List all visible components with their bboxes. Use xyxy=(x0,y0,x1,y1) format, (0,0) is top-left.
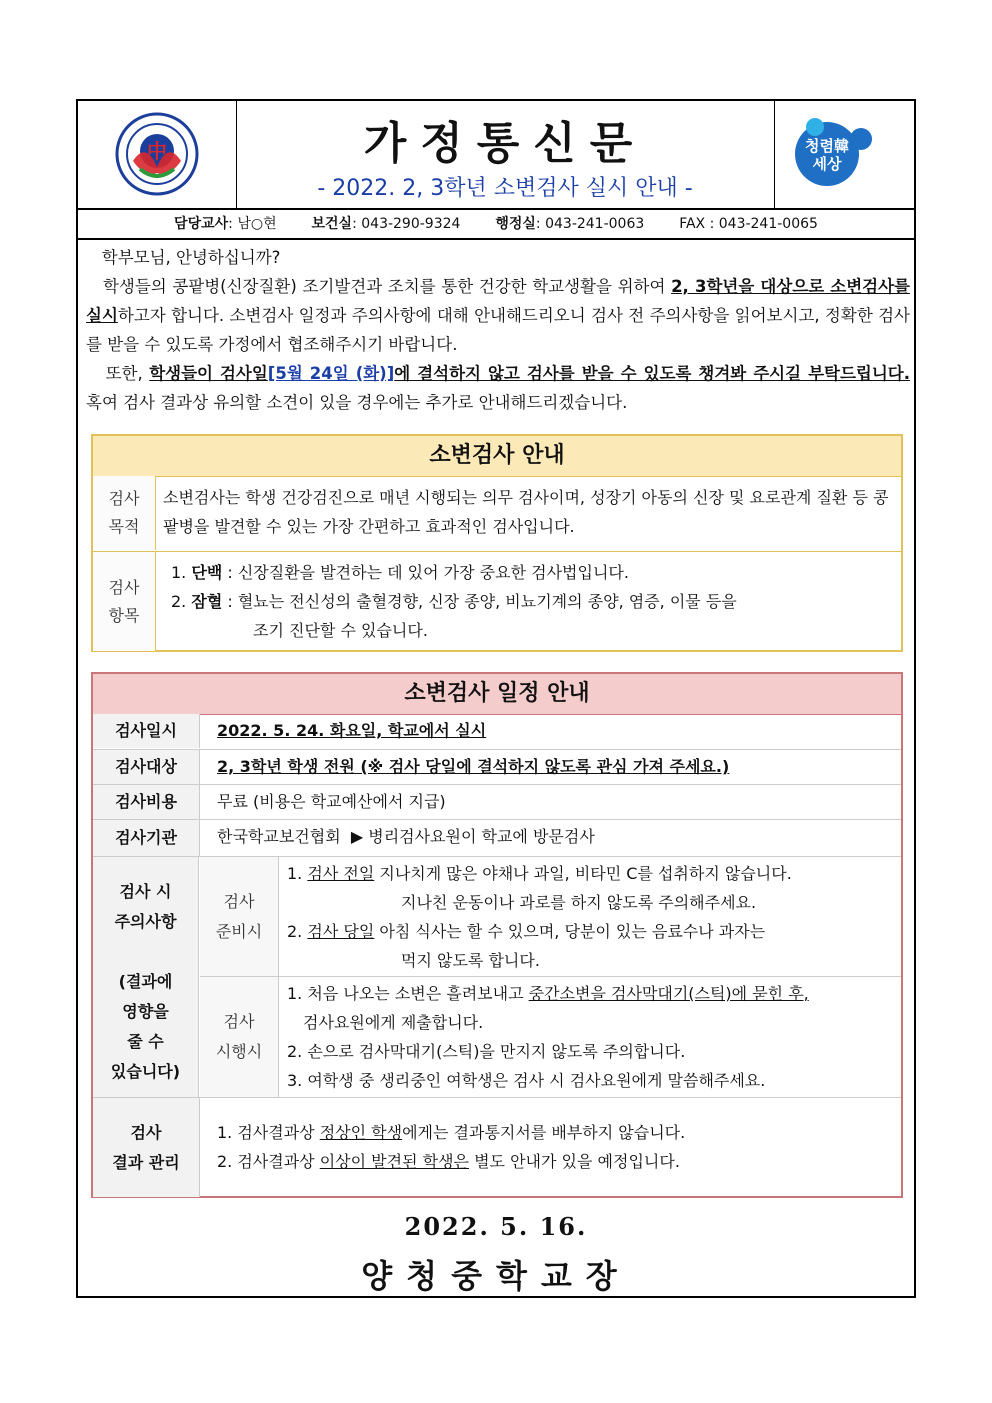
target-value: 2, 3학년 학생 전원 (※ 검사 당일에 결석하지 않도록 관심 가져 주세요.) xyxy=(217,757,730,776)
arrow-icon: ▶ xyxy=(350,827,364,846)
result-row xyxy=(93,1097,901,1197)
test-info-title: 소변검사 안내 xyxy=(93,436,901,477)
item-blood: 2. 잠혈 : 혈뇨는 전신성의 출혈경향, 신장 종양, 비뇨기계의 종양, 염증, 이물 등을 xyxy=(171,592,737,611)
items-label: 검사 항목 xyxy=(93,552,156,651)
cost-label: 검사비용 xyxy=(93,785,200,819)
caution-label: 검사 시 주의사항 (결과에 영향을 줄 수 있습니다) xyxy=(93,857,199,1097)
target-label: 검사대상 xyxy=(93,750,200,784)
svg-text:세상: 세상 xyxy=(812,155,842,173)
target-row xyxy=(93,749,901,784)
school-logo-icon xyxy=(78,101,236,208)
item-protein: 1. 단백 : 신장질환을 발견하는 데 있어 가장 중요한 검사법입니다. xyxy=(171,563,629,582)
teacher-label: 담당교사 xyxy=(174,216,229,232)
purpose-label: 검사 목적 xyxy=(93,476,156,550)
principal-signature: 양청중학교장 xyxy=(361,1257,631,1295)
integrity-logo-icon xyxy=(775,101,915,208)
result-list: 1. 검사결과상 정상인 학생에게는 결과통지서를 배부하지 않습니다. 2. 검사결과상 이상이 발견된 학생은 별도 안내가 있을 예정입니다. xyxy=(217,1123,686,1171)
prep-list: 1. 검사 전일 지나치게 많은 야채나 과일, 비타민 C를 섭취하지 않습니다. 지나친 운동이나 과로를 하지 않도록 주의해주세요. 2. 검사 당일 아침 식사는 할 수 있으며, 당분이 있는 음료수나 과자는 먹지 않도록 합니다. xyxy=(287,864,792,970)
date-label: 검사일시 xyxy=(93,714,200,748)
exec-list: 1. 처음 나오는 소변은 흘려보내고 중간소변을 검사막대기(스틱)에 묻힌 후, 검사요원에게 제출합니다. 2. 손으로 검사막대기(스틱)을 만지지 않도록 주의합니다. 3. 여학생 중 생리중인 여학생은 검사 시 검사요원에게 말씀해주세요. xyxy=(287,984,809,1090)
health-room-label: 보건실 xyxy=(311,216,353,232)
svg-text:中: 中 xyxy=(147,139,167,163)
exec-label: 검사 시행시 xyxy=(200,977,279,1097)
schedule-section xyxy=(91,672,903,1198)
page-title: 가정통신문 xyxy=(363,118,647,169)
items-row xyxy=(93,551,901,651)
integrity-logo-cell xyxy=(774,101,915,208)
issue-date: 2022. 5. 16. xyxy=(404,1212,588,1241)
svg-text:청렴韓: 청렴韓 xyxy=(805,137,849,155)
school-logo-cell xyxy=(78,101,237,208)
caution-row xyxy=(93,856,901,1097)
page-subtitle: - 2022. 2, 3학년 소변검사 실시 안내 - xyxy=(317,176,693,201)
org-row xyxy=(93,819,901,856)
purpose-row xyxy=(93,476,901,550)
health-room-phone: 043-290-9324 xyxy=(361,216,461,232)
intro-paragraph-2: 또한, 학생들이 검사일[5월 24일 (화)]에 결석하지 않고 검사를 받을 수 있도록 챙겨봐 주시길 부탁드립니다. 혹여 검사 결과상 유의할 소견이 있을 경우에는 추가로 안내해드리겠습니다. xyxy=(86,364,910,412)
items-list xyxy=(171,558,901,645)
purpose-text: 소변검사는 학생 건강검진으로 매년 시행되는 의무 검사이며, 성장기 아동의 신장 및 요로관계 질환 등 콩팥병을 발견할 수 있는 가장 간편하고 효과적인 검사입니다. xyxy=(163,488,889,536)
date-row xyxy=(93,714,901,748)
test-info-section xyxy=(91,434,903,652)
document-frame xyxy=(76,99,916,1298)
teacher-name: 남○현 xyxy=(237,216,277,232)
schedule-title: 소변검사 일정 안내 xyxy=(93,674,901,715)
intro-paragraph-1: 학생들의 콩팥병(신장질환) 조기발견과 조치를 통한 건강한 학교생활을 위하여 2, 3학년을 대상으로 소변검사를 실시하고자 합니다. 소변검사 일정과 주의사항에 대해 안내해드리오니 검사 전 주의사항을 읽어보시고, 정확한 검사를 받을 수 있도록 가정에서 협조해주시기 바랍니다. xyxy=(86,277,910,354)
fax-label: FAX xyxy=(679,216,706,232)
cost-value: 무료 (비용은 학교예산에서 지급) xyxy=(217,792,446,811)
date-value: 2022. 5. 24. 화요일, 학교에서 실시 xyxy=(217,721,487,740)
prep-label: 검사 준비시 xyxy=(200,857,279,976)
header xyxy=(78,101,914,210)
greeting: 학부모님, 안녕하십니까? xyxy=(101,248,281,267)
intro-text xyxy=(86,243,910,417)
org-value: 한국학교보건협회 ▶ 병리검사요원이 학교에 방문검사 xyxy=(217,827,595,846)
org-label: 검사기관 xyxy=(93,820,200,856)
item-blood-cont: 조기 진단할 수 있습니다. xyxy=(253,621,428,640)
contact-bar: 담당교사: 남○현 보건실: 043-290-9324 행정실: 043-241-0063 FAX : 043-241-0065 xyxy=(78,210,914,240)
cost-row xyxy=(93,784,901,819)
admin-office-label: 행정실 xyxy=(495,216,536,232)
admin-office-phone: 043-241-0063 xyxy=(545,216,645,232)
fax-number: 043-241-0065 xyxy=(718,216,818,232)
result-label: 검사 결과 관리 xyxy=(93,1098,200,1197)
